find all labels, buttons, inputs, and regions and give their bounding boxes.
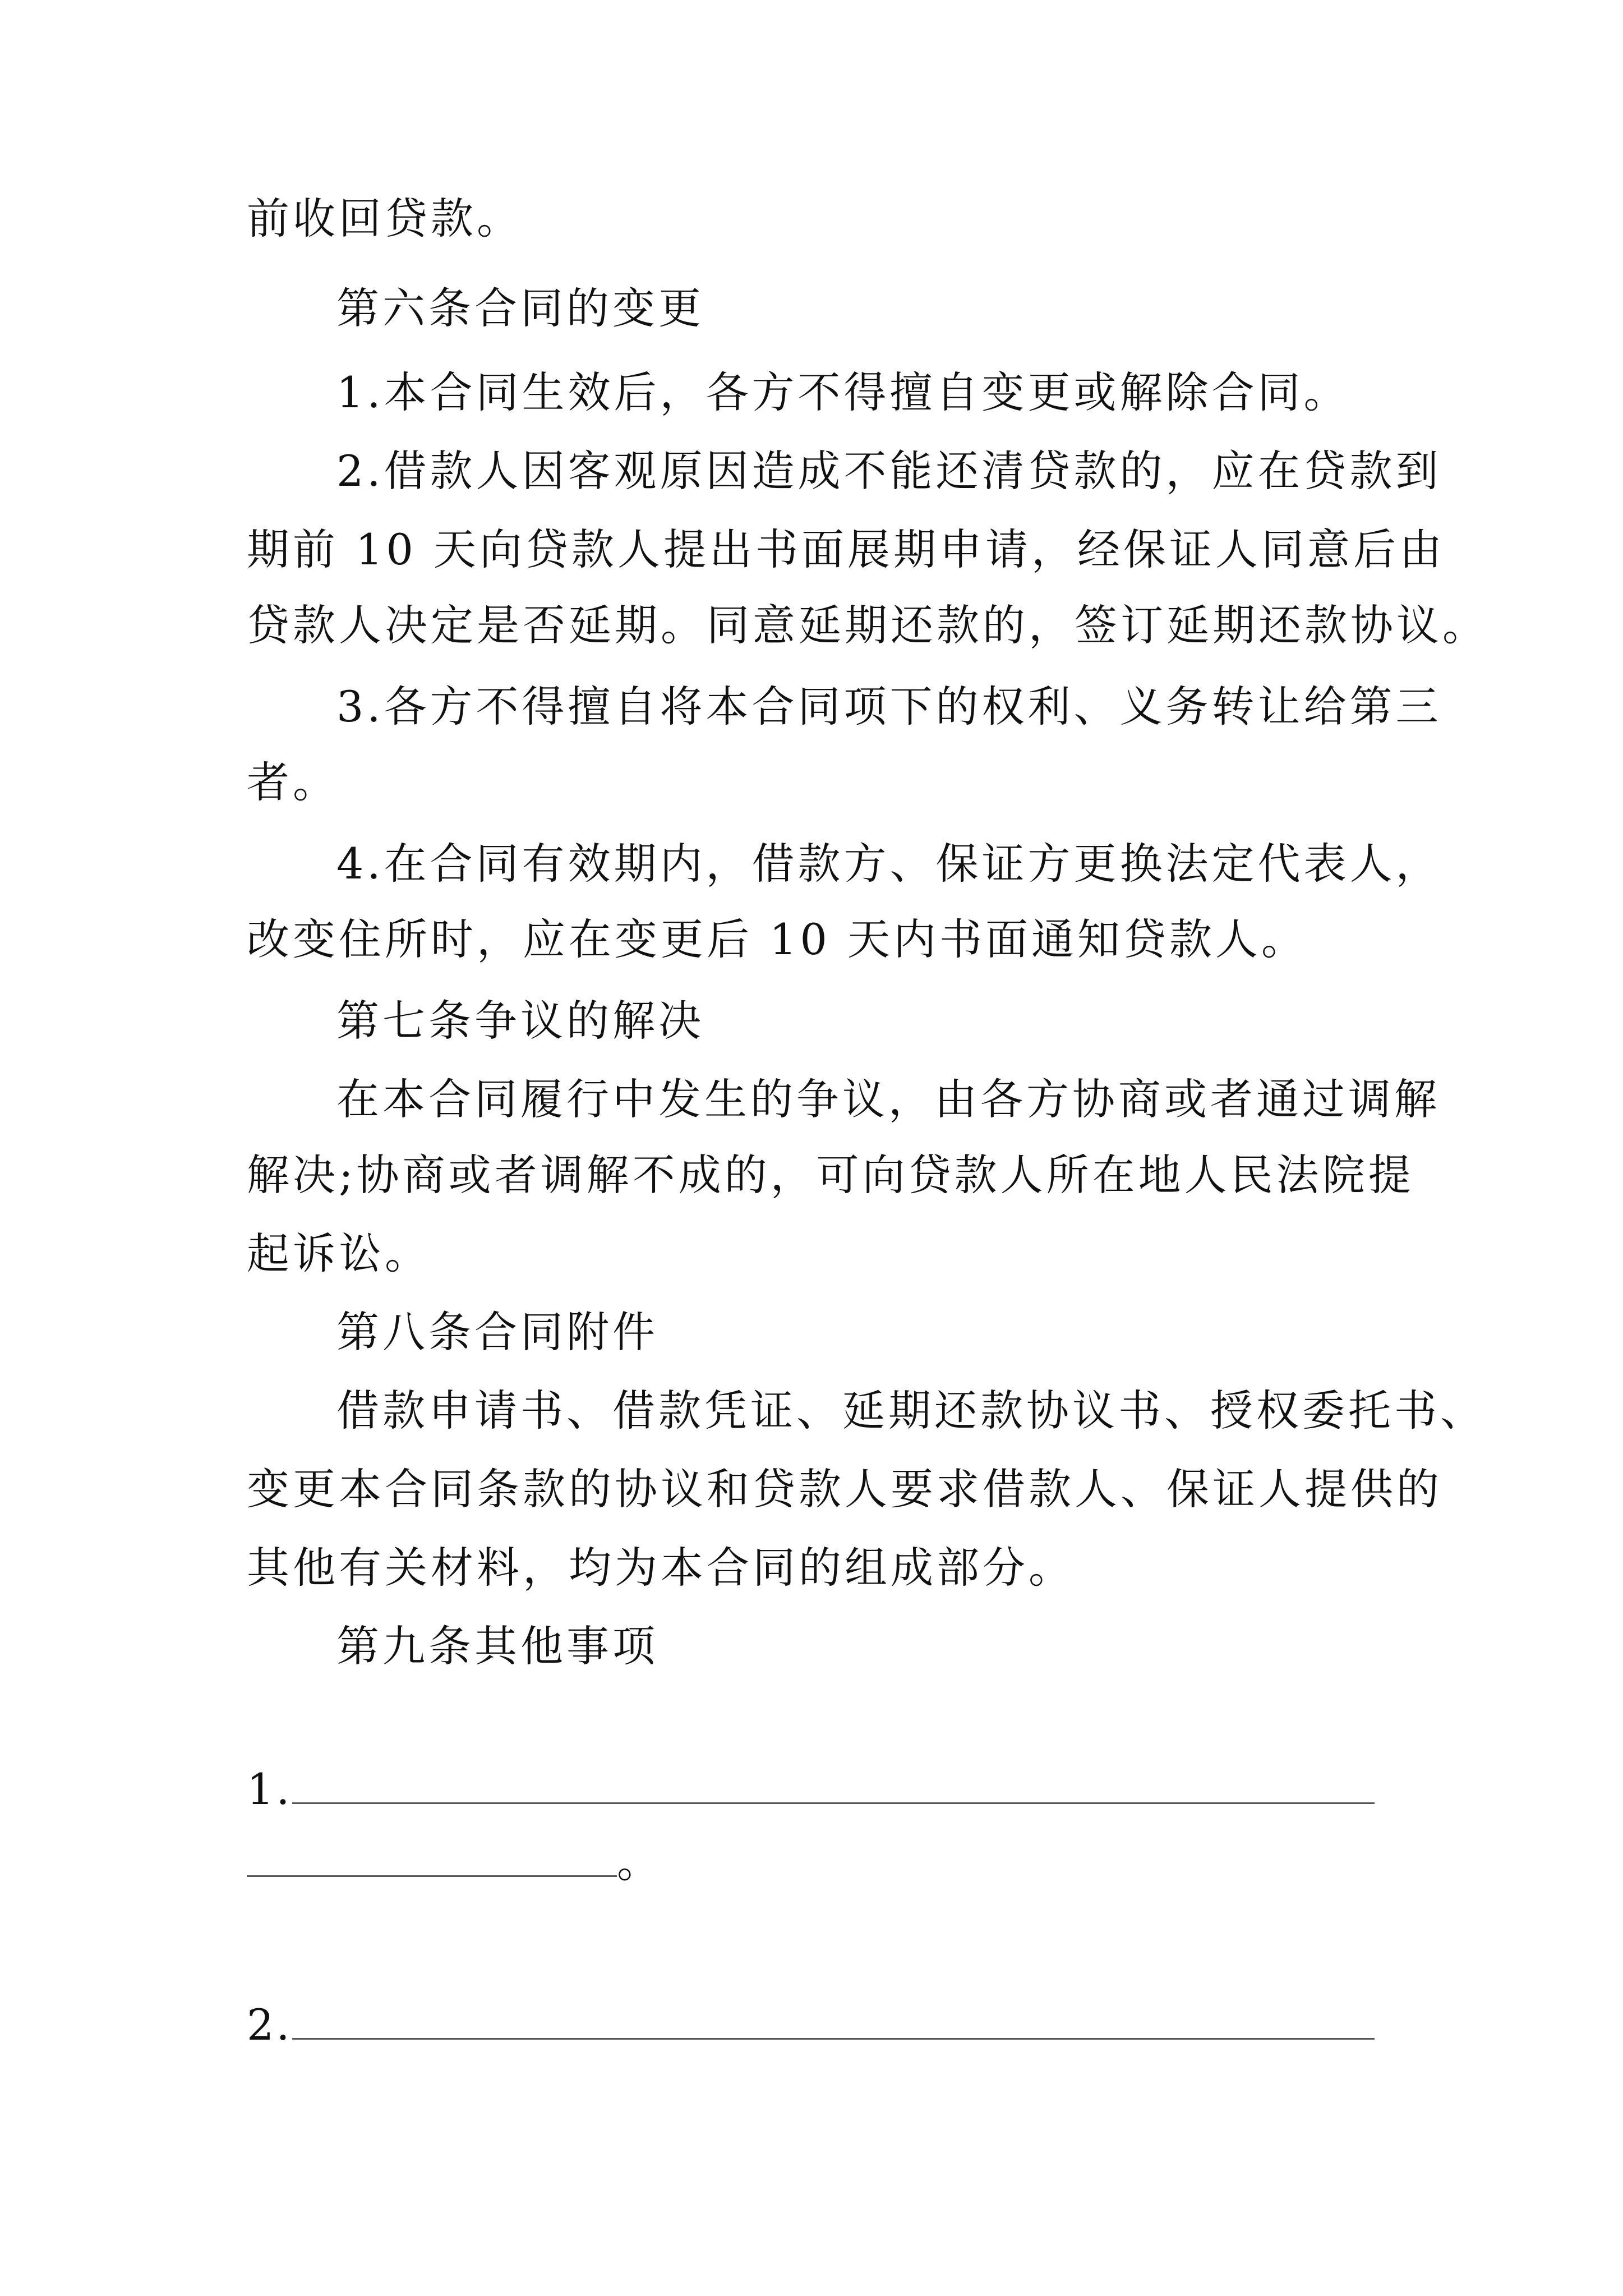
fill-in-line	[247, 1836, 617, 1877]
section-heading-6: 第六条合同的变更	[336, 283, 704, 333]
blank-item-number: 2.	[247, 2000, 292, 2050]
text-line-1: 前收回贷款。	[247, 194, 523, 243]
blank-item-1-continuation	[247, 1829, 660, 1890]
fill-in-line	[292, 1763, 1375, 1804]
clause-6-4-line-2: 改变住所时，应在变更后 10 天内书面通知贷款人。	[247, 914, 1308, 964]
clause-6-4-line-1: 4.在合同有效期内，借款方、保证方更换法定代表人，	[336, 839, 1442, 889]
blank-item-end-mark: 。	[617, 1837, 660, 1887]
clause-8-line-3: 其他有关材料，均为本合同的组成部分。	[247, 1543, 1075, 1593]
clause-7-line-2: 解决;协商或者调解不成的，可向贷款人所在地人民法院提	[247, 1150, 1414, 1200]
fill-in-line	[292, 1999, 1375, 2040]
blank-item-1	[247, 1756, 1375, 1818]
clause-6-3-line-2: 者。	[247, 757, 339, 807]
clause-7-line-3: 起诉讼。	[247, 1228, 431, 1278]
section-heading-7: 第七条争议的解决	[336, 996, 704, 1046]
blank-item-2	[247, 1991, 1375, 2053]
clause-6-2-line-3: 贷款人决定是否延期。同意延期还款的，签订延期还款协议。	[247, 600, 1488, 650]
clause-6-2-line-2: 期前 10 天向贷款人提出书面展期申请，经保证人同意后由	[247, 524, 1446, 574]
clause-8-line-2: 变更本合同条款的协议和贷款人要求借款人、保证人提供的	[247, 1464, 1442, 1514]
clause-8-line-1: 借款申请书、借款凭证、延期还款协议书、授权委托书、	[336, 1386, 1486, 1435]
section-heading-8: 第八条合同附件	[336, 1307, 658, 1357]
clause-7-line-1: 在本合同履行中发生的争议，由各方协商或者通过调解	[336, 1074, 1440, 1124]
section-heading-9: 第九条其他事项	[336, 1621, 658, 1671]
clause-6-3-line-1: 3.各方不得擅自将本合同项下的权利、义务转让给第三	[336, 682, 1442, 731]
clause-6-2-line-1: 2.借款人因客观原因造成不能还清贷款的，应在贷款到	[336, 446, 1442, 496]
blank-item-number: 1.	[247, 1764, 292, 1814]
clause-6-1: 1.本合同生效后，各方不得擅自变更或解除合同。	[336, 367, 1350, 417]
